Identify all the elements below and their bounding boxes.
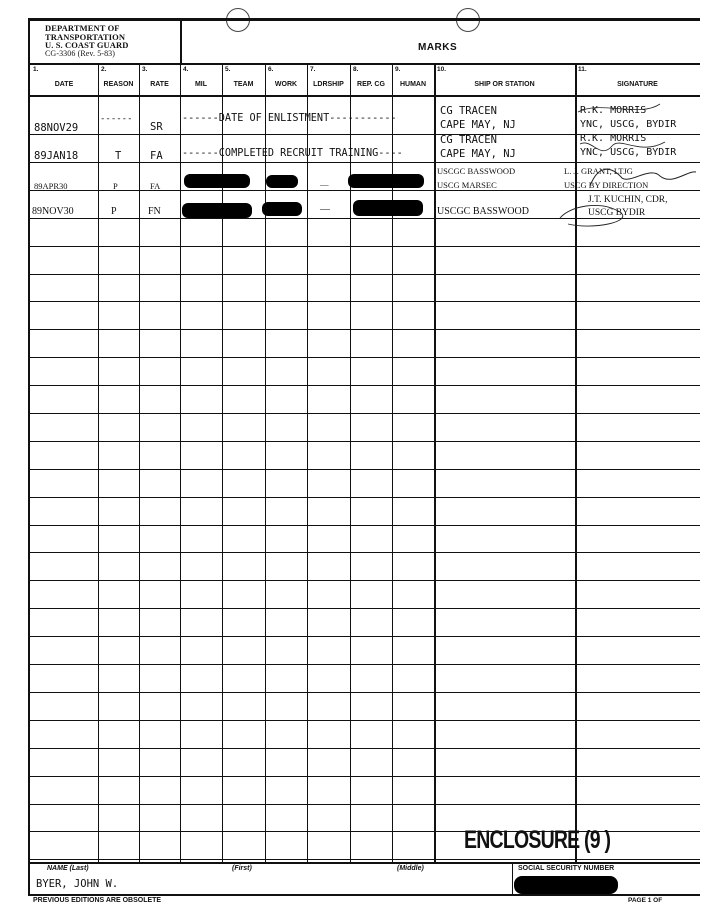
footer-top-line bbox=[28, 862, 700, 864]
grid-row-line bbox=[28, 357, 700, 358]
left-border bbox=[28, 18, 30, 896]
row2-reason: T bbox=[115, 150, 122, 162]
redaction-work-row4 bbox=[262, 202, 302, 216]
grid-row-line bbox=[28, 525, 700, 526]
grid-row-line bbox=[28, 776, 700, 777]
grid-row-line bbox=[28, 552, 700, 553]
name-middle-label: (Middle) bbox=[397, 865, 424, 872]
col-label: HUMAN bbox=[399, 81, 427, 88]
col-label: WORK bbox=[274, 81, 298, 88]
col-num: 6. bbox=[268, 66, 274, 73]
col-label: SIGNATURE bbox=[617, 81, 658, 88]
row2-signature-line2: YNC, USCG, BYDIR bbox=[580, 147, 677, 158]
col-num: 5. bbox=[225, 66, 231, 73]
agency-block bbox=[45, 24, 180, 58]
row3-date: 89APR30 bbox=[34, 181, 68, 191]
col-num: 11. bbox=[578, 66, 587, 73]
row2-rate: FA bbox=[150, 150, 163, 162]
row1-signature-line1: R.K. MORRIS bbox=[580, 105, 647, 116]
agency-line-3: U. S. COAST GUARD bbox=[45, 40, 129, 50]
col-label: REP. CG bbox=[357, 81, 385, 88]
row2-station-line2: CAPE MAY, NJ bbox=[440, 148, 516, 160]
header-divider bbox=[180, 18, 182, 64]
col-label: LDRSHIP bbox=[313, 81, 344, 88]
col-num: 9. bbox=[395, 66, 401, 73]
col-num: 2. bbox=[101, 66, 107, 73]
grid-row-line bbox=[28, 274, 700, 275]
row2-date: 89JAN18 bbox=[34, 150, 79, 162]
grid-row-line bbox=[28, 608, 700, 609]
col-num: 8. bbox=[353, 66, 359, 73]
col-label: REASON bbox=[103, 81, 134, 88]
grid-column-line bbox=[98, 64, 99, 862]
col-num: 1. bbox=[33, 66, 39, 73]
col-num: 3. bbox=[142, 66, 148, 73]
col-date bbox=[30, 64, 98, 94]
redaction-mil-row3 bbox=[184, 174, 250, 188]
col-rate bbox=[139, 64, 180, 94]
col-num: 7. bbox=[310, 66, 316, 73]
grid-column-line bbox=[139, 64, 140, 862]
name-value: BYER, JOHN W. bbox=[36, 878, 119, 890]
grid-column-line bbox=[180, 64, 181, 862]
redaction-repcg-row4 bbox=[353, 200, 423, 216]
row1-signature-line2: YNC, USCG, BYDIR bbox=[580, 119, 677, 130]
row4-station: USCGC BASSWOOD bbox=[437, 206, 529, 217]
col-signature bbox=[575, 64, 700, 94]
col-num: 4. bbox=[183, 66, 189, 73]
grid-row-line bbox=[28, 190, 700, 191]
row2-station-line1: CG TRACEN bbox=[440, 134, 497, 146]
col-ldrship bbox=[307, 64, 350, 94]
col-label: SHIP OR STATION bbox=[474, 81, 535, 88]
row1-reason: ------ bbox=[100, 114, 133, 124]
col-repcg bbox=[350, 64, 392, 94]
page-note: PAGE 1 OF bbox=[628, 897, 663, 904]
name-last-label: NAME (Last) bbox=[47, 865, 89, 872]
grid-row-line bbox=[28, 804, 700, 805]
redaction-ssn bbox=[514, 876, 618, 894]
agency-line-1: DEPARTMENT OF bbox=[45, 23, 120, 33]
redaction-mil-row4 bbox=[182, 203, 252, 218]
grid-row-line bbox=[28, 497, 700, 498]
row3-ldrship: — bbox=[320, 179, 329, 189]
grid-row-line bbox=[28, 859, 700, 860]
grid-column-line bbox=[434, 64, 436, 862]
grid-row-line bbox=[28, 692, 700, 693]
col-reason bbox=[98, 64, 139, 94]
colhdr-bottom bbox=[28, 95, 700, 97]
row3-signature-line2: USCG BY DIRECTION bbox=[564, 180, 649, 190]
col-label: DATE bbox=[54, 81, 74, 88]
col-work bbox=[265, 64, 307, 94]
grid-row-line bbox=[28, 246, 700, 247]
row1-station-line1: CG TRACEN bbox=[440, 105, 497, 117]
row1-date: 88NOV29 bbox=[34, 122, 79, 134]
col-label: TEAM bbox=[233, 81, 254, 88]
enclosure-stamp: ENCLOSURE (9 ) bbox=[464, 826, 611, 854]
footer-ssn-divider bbox=[512, 862, 513, 895]
grid-row-line bbox=[28, 748, 700, 749]
redaction-repcg-row3 bbox=[348, 174, 424, 188]
row1-rate: SR bbox=[150, 121, 163, 133]
grid-row-line bbox=[28, 301, 700, 302]
ssn-label: SOCIAL SECURITY NUMBER bbox=[518, 865, 615, 872]
grid-row-line bbox=[28, 664, 700, 665]
bottom-border bbox=[28, 894, 700, 896]
col-label: RATE bbox=[150, 81, 169, 88]
grid-row-line bbox=[28, 720, 700, 721]
col-human bbox=[392, 64, 434, 94]
grid-row-line bbox=[28, 469, 700, 470]
top-border bbox=[28, 18, 700, 21]
grid-row-line bbox=[28, 441, 700, 442]
col-mil bbox=[180, 64, 222, 94]
row3-station-line2: USCG MARSEC bbox=[437, 180, 497, 190]
col-num: 10. bbox=[437, 66, 447, 73]
grid-row-line bbox=[28, 580, 700, 581]
row1-station-line2: CAPE MAY, NJ bbox=[440, 119, 516, 131]
grid-column-line bbox=[307, 64, 308, 862]
col-station bbox=[434, 64, 575, 94]
row3-rate: FA bbox=[150, 181, 161, 191]
agency-line-2: TRANSPORTATION bbox=[45, 31, 126, 42]
form-title: MARKS bbox=[418, 42, 458, 53]
col-label: MIL bbox=[194, 81, 208, 88]
form-number: CG-3306 (Rev. 5-83) bbox=[45, 48, 116, 58]
grid-row-line bbox=[28, 385, 700, 386]
grid-row-line bbox=[28, 329, 700, 330]
grid-row-line bbox=[28, 162, 700, 163]
row4-rate: FN bbox=[148, 206, 161, 217]
row2-remark: ------COMPLETED RECRUIT TRAINING---- bbox=[182, 148, 403, 159]
grid-row-line bbox=[28, 218, 700, 219]
row4-date: 89NOV30 bbox=[32, 206, 74, 217]
name-first-label: (First) bbox=[232, 865, 252, 872]
row4-ldrship: — bbox=[320, 204, 330, 215]
row4-signature-line2: USCG BYDIR bbox=[588, 208, 646, 218]
row3-signature-line1: L. J. GRANT, LTJG bbox=[564, 166, 633, 176]
redaction-work-row3 bbox=[266, 175, 298, 188]
grid-row-line bbox=[28, 636, 700, 637]
col-team bbox=[222, 64, 265, 94]
row4-signature-line1: J.T. KUCHIN, CDR, bbox=[588, 195, 668, 205]
row2-signature-line1: R.K. MORRIS bbox=[580, 133, 647, 144]
obsolete-note: PREVIOUS EDITIONS ARE OBSOLETE bbox=[33, 897, 162, 904]
grid-row-line bbox=[28, 413, 700, 414]
row3-reason: P bbox=[113, 181, 118, 191]
row1-remark: ------DATE OF ENLISTMENT----------- bbox=[182, 113, 397, 124]
row3-station-line1: USCGC BASSWOOD bbox=[437, 166, 516, 176]
row4-reason: P bbox=[111, 206, 117, 217]
